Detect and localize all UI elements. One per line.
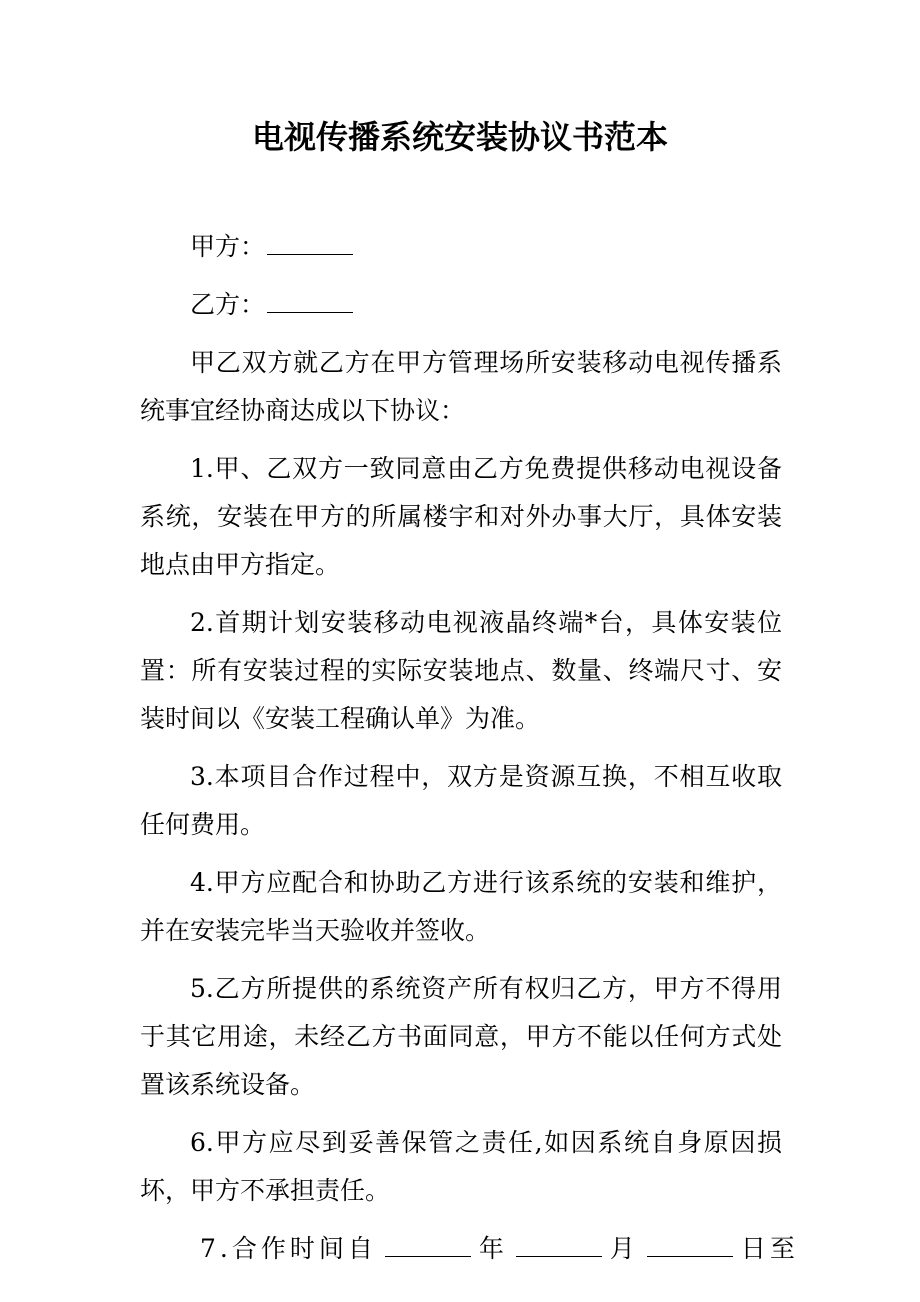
month-label: 月 [609, 1234, 639, 1263]
clause-2: 2.首期计划安装移动电视液晶终端*台，具体安装位置：所有安装过程的实际安装地点、数量、终端尺寸、安装时间以《安装工程确认单》为准。 [140, 608, 782, 733]
clause-7 [140, 1225, 799, 1273]
intro-paragraph: 甲乙双方就乙方在甲方管理场所安装移动电视传播系统事宜经协商达成以下协议： [140, 348, 782, 425]
start-day-blank [647, 1255, 733, 1257]
document-title: 电视传播系统安装协议书范本 [251, 118, 668, 156]
clause-7-prefix: 7.合作时间自 [200, 1234, 377, 1263]
clause-6: 6.甲方应尽到妥善保管之责任,如因系统自身原因损坏，甲方不承担责任。 [140, 1128, 782, 1205]
start-month-blank [516, 1255, 602, 1257]
party-a-blank [267, 253, 353, 255]
clause-1: 1.甲、乙双方一致同意由乙方免费提供移动电视设备系统，安装在甲方的所属楼宇和对外办事大厅，具体安装地点由甲方指定。 [140, 454, 782, 579]
clause-5: 5.乙方所提供的系统资产所有权归乙方，甲方不得用于其它用途，未经乙方书面同意，甲方不能以任何方式处置该系统设备。 [140, 974, 782, 1099]
document-body [140, 223, 799, 1273]
party-b-blank [267, 311, 353, 313]
party-a-line [140, 223, 782, 271]
year-label: 年 [478, 1234, 508, 1263]
party-b-line [140, 281, 782, 329]
clause-3: 3.本项目合作过程中，双方是资源互换，不相互收取任何费用。 [140, 762, 782, 839]
party-b-label: 乙方： [190, 290, 266, 319]
day-to-label: 日至 [740, 1234, 799, 1263]
start-year-blank [385, 1255, 471, 1257]
party-a-label: 甲方： [190, 232, 266, 261]
clause-4: 4.甲方应配合和协助乙方进行该系统的安装和维护，并在安装完毕当天验收并签收。 [140, 868, 782, 945]
